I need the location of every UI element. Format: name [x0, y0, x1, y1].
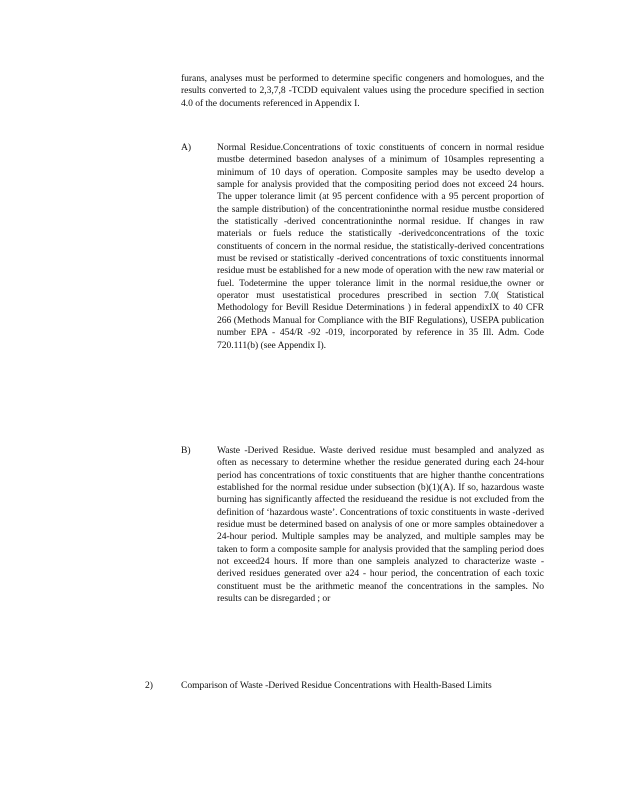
intro-paragraph: furans, analyses must be performed to determine specific congeners and homologues, and the results converted to 2,3,7,8 -TCDD equivalent values using the procedure specified in section 4.0 of the documents referenced in Appendix I. — [181, 73, 544, 109]
item-a-label: A) — [181, 142, 192, 153]
item-b-label: B) — [181, 445, 191, 456]
item-a-paragraph: Normal Residue.Concentrations of toxic constituents of concern in normal residue mustbe determined basedon analyses of a minimum of 10samples representing a minimum of 10 days of operation. Composite samples may be usedto develop a sample for analysis provided that the compositing period does not exceed 24 hours. The upper tolerance limit (at 95 percent confidence with a 95 percent proportion of the sample distribution) of the concentrationinthe normal residue mustbe considered the statistically -derived concentrationinthe normal residue. If changes in raw materials or fuels reduce the statistically -derivedconcentrations of the toxic constituents of concern in the normal residue, the statistically-derived concentrations must be revised or statistically -derived concentrations of toxic constituents innormal residue must be established for a new mode of operation with the new raw material or fuel. Todetermine the upper tolerance limit in the normal residue,the owner or operator must usestatistical procedures prescribed in section 7.0( Statistical Methodology for Bevill Residue Determinations ) in federal appendixIX to 40 CFR 266 (Methods Manual for Compliance with the BIF Regulations), USEPA publication number EPA - 454/R -92 -019, incorporated by reference in 35 Ill. Adm. Code 720.111(b) (see Appendix I). — [217, 142, 544, 351]
item-2-heading: Comparison of Waste -Derived Residue Concentrations with Health-Based Limits — [181, 680, 492, 691]
item-2-label: 2) — [145, 680, 153, 691]
item-b-paragraph: Waste -Derived Residue. Waste derived residue must besampled and analyzed as often as necessary to determine whether the residue generated during each 24-hour period has concentrations of toxic constituents that are higher thanthe concentrations established for the normal residue under subsection (b)(1)(A). If so, hazardous waste burning has significantly affected the residueand the residue is not excluded from the definition of ‘hazardous waste’. Concentrations of toxic constituents in waste -derived residue must be determined based on analysis of one or more samples obtainedover a 24-hour period. Multiple samples may be analyzed, and multiple samples may be taken to form a composite sample for analysis provided that the sampling period does not exceed24 hours. If more than one sampleis analyzed to characterize waste -derived residues generated over a24 - hour period, the concentration of each toxic constituent must be the arithmetic meanof the concentrations in the samples. No results can be disregarded ; or — [217, 445, 544, 605]
